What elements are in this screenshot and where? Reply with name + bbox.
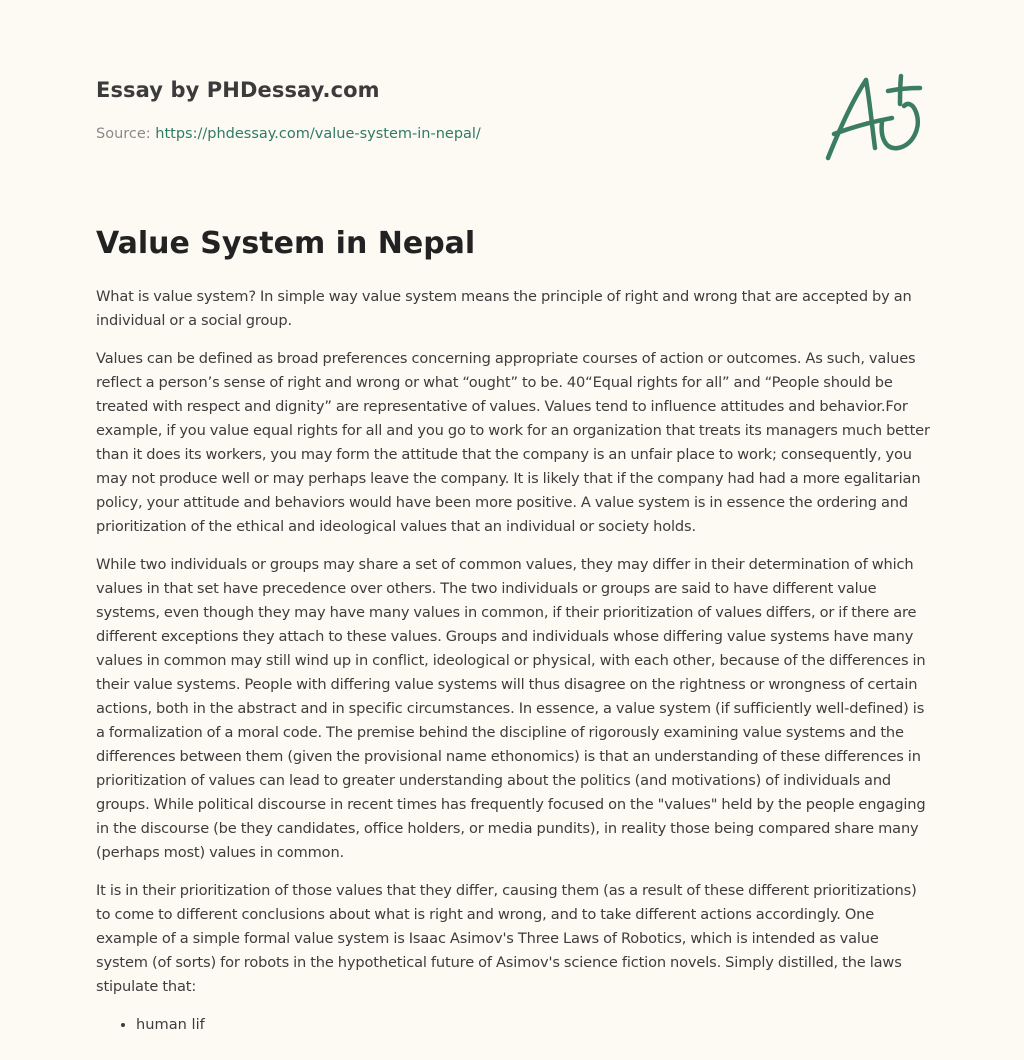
paragraph: Values can be defined as broad preferences concerning appropriate courses of action or outcomes. As such, values reflect a person’s sense of right and wrong or what “ought” to be. 40“Equal rights for all” and “People should be treated with respect and dignity” are representative of values. Values tend to influence attitudes and behavior.For example, if you value equal rights for all and you go to work for an organization that treats its managers much better than it does its workers, you may form the attitude that the company is an unfair place to work; consequently, you may not produce well or may perhaps leave the company. It is likely that if the company had had a more egalitarian policy, your attitude and behaviors would have been more positive. A value system is in essence the ordering and prioritization of the ethical and ideological values that an individual or society holds. bbox=[96, 350, 930, 535]
essay-title: Value System in Nepal bbox=[96, 226, 476, 261]
paragraph: While two individuals or groups may share a set of common values, they may differ in their determination of which values in that set have precedence over others. The two individuals or groups are said to have different value systems, even though they may have many values in common, if their prioritization of values differs, or if there are different exceptions they attach to these values. Groups and individuals whose differing value systems have many values in common may still wind up in conflict, ideological or physical, with each other, because of the differences in their value systems. People with differing value systems will thus disagree on the rightness or wrongness of certain actions, both in the abstract and in specific circumstances. In essence, a value system (if sufficiently well-defined) is a formalization of a moral code. The premise behind the discipline of rigorously examining value systems and the differences between them (given the provisional name ethonomics) is that an understanding of these differences in prioritization of values can lead to greater understanding about the politics (and motivations) of individuals and groups. While political discourse in recent times has frequently focused on the "values" held by the people engaging in the discourse (be they candidates, office holders, or media pundits), in reality those being compared share many (perhaps most) values in common. bbox=[96, 556, 926, 861]
essay-body bbox=[96, 285, 930, 1037]
source-link[interactable]: https://phdessay.com/value-system-in-nepal/ bbox=[155, 126, 481, 142]
paragraph: What is value system? In simple way value system means the principle of right and wrong that are accepted by an individual or a social group. bbox=[96, 288, 912, 329]
source-line bbox=[96, 124, 696, 144]
essay-header bbox=[96, 76, 696, 144]
laws-list bbox=[96, 1013, 930, 1037]
source-label: Source: bbox=[96, 126, 151, 142]
a-plus-grade-icon bbox=[820, 68, 930, 164]
list-item: • human lif bbox=[136, 1013, 930, 1037]
paragraph: It is in their prioritization of those values that they differ, causing them (as a result of these different prioritizations) to come to different conclusions about what is right and wrong, and to take different actions accordingly. One example of a simple formal value system is Isaac Asimov's Three Laws of Robotics, which is intended as value system (of sorts) for robots in the hypothetical future of Asimov's science fiction novels. Simply distilled, the laws stipulate that: bbox=[96, 882, 917, 995]
site-brand: Essay by PHDessay.com bbox=[96, 78, 380, 102]
